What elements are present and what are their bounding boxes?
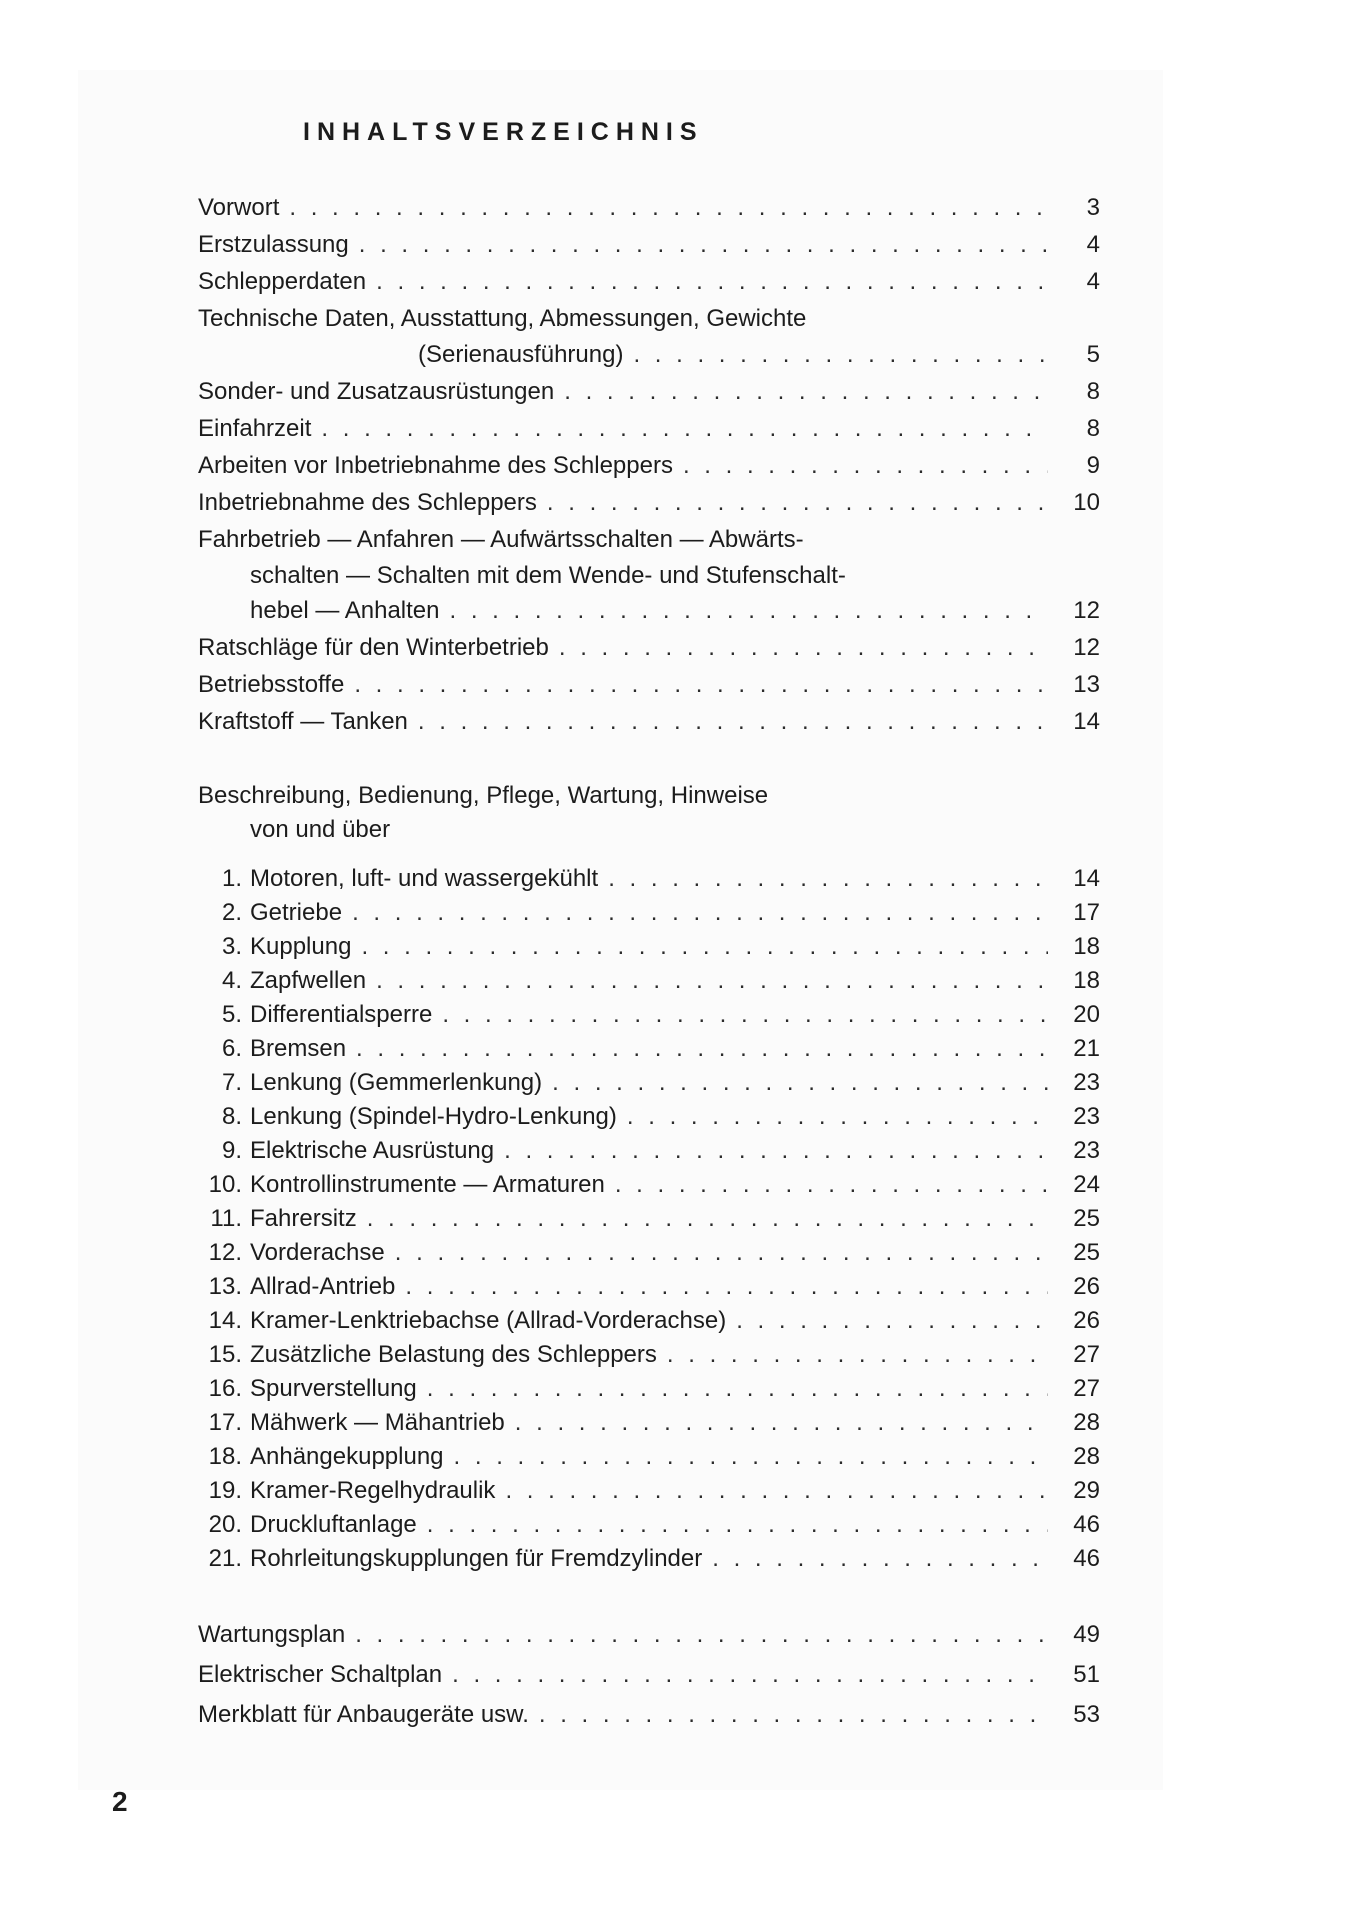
toc-entry-title: Erstzulassung — [198, 231, 349, 258]
dot-leader — [564, 375, 1048, 409]
toc-entry-number: 7. — [221, 1069, 242, 1096]
toc-entry — [198, 1658, 1100, 1692]
dot-leader — [442, 998, 1048, 1032]
toc-entry-title: Getriebe — [250, 899, 343, 926]
toc-numbered-entry — [198, 862, 1100, 896]
dot-leader — [505, 1474, 1048, 1508]
toc-entry-number: 5. — [221, 1001, 242, 1028]
toc-entry-title: Technische Daten, Ausstattung, Abmessungen, Gewichte — [198, 305, 807, 332]
toc-entry-title: Rohrleitungskupplungen für Fremdzylinder — [250, 1545, 703, 1572]
dot-leader — [452, 1658, 1048, 1692]
dot-leader — [376, 265, 1048, 299]
dot-leader — [427, 1372, 1048, 1406]
toc-entry-title: Allrad-Antrieb — [250, 1273, 396, 1300]
dot-leader — [615, 1168, 1048, 1202]
toc-entry-page: 49 — [1073, 1621, 1100, 1648]
toc-entry-number: 16. — [208, 1375, 242, 1402]
toc-entry — [198, 631, 1100, 665]
toc-entry-page: 24 — [1073, 1171, 1100, 1198]
dot-leader — [418, 705, 1048, 739]
dot-leader — [405, 1270, 1048, 1304]
toc-entry-page: 9 — [1086, 452, 1100, 479]
toc-entry-title: Vorwort — [198, 194, 280, 221]
toc-entry-page: 5 — [1086, 341, 1100, 368]
toc-entry-title: Wartungsplan — [198, 1621, 346, 1648]
toc-entry-title: Lenkung (Gemmerlenkung) — [250, 1069, 543, 1096]
toc-numbered-entry — [198, 1474, 1100, 1508]
toc-entry-number: 6. — [221, 1035, 242, 1062]
toc-entry-number: 4. — [221, 967, 242, 994]
toc-entry-title: Anhängekupplung — [250, 1443, 444, 1470]
toc-entry-page: 4 — [1086, 268, 1100, 295]
toc-numbered-entry — [198, 1202, 1100, 1236]
dot-leader — [367, 1202, 1048, 1236]
toc-entry-number: 9. — [221, 1137, 242, 1164]
toc-numbered-entry — [198, 1440, 1100, 1474]
toc-entry-page: 8 — [1086, 415, 1100, 442]
toc-entry-title: Betriebsstoffe — [198, 671, 345, 698]
toc-entry-title: Bremsen — [250, 1035, 347, 1062]
dot-leader — [559, 631, 1048, 665]
toc-entry-title: Zapfwellen — [250, 967, 367, 994]
toc-entry-title: Zusätzliche Belastung des Schleppers — [250, 1341, 657, 1368]
toc-entry-number: 2. — [221, 899, 242, 926]
toc-entry — [198, 412, 1100, 446]
toc-entry-number: 14. — [208, 1307, 242, 1334]
dot-leader — [547, 486, 1048, 520]
toc-numbered-entry — [198, 998, 1100, 1032]
toc-entry-page: 23 — [1073, 1137, 1100, 1164]
dot-leader — [712, 1542, 1048, 1576]
toc-entry-title: Kramer-Regelhydraulik — [250, 1477, 496, 1504]
dot-leader — [355, 1618, 1048, 1652]
toc-entry-title: Druckluftanlage — [250, 1511, 417, 1538]
dot-leader — [359, 228, 1048, 262]
toc-entry — [198, 375, 1100, 409]
toc-entry-number: 11. — [210, 1205, 242, 1232]
toc-numbered-entry — [198, 1338, 1100, 1372]
toc-entry — [198, 449, 1100, 483]
dot-leader — [667, 1338, 1048, 1372]
toc-entry-page: 14 — [1073, 708, 1100, 735]
toc-entry-title: Kraftstoff — Tanken — [198, 708, 408, 735]
dot-leader — [449, 594, 1048, 628]
toc-entry — [198, 191, 1100, 225]
toc-entry-title: (Serienausführung) — [418, 341, 624, 368]
toc-entry — [198, 705, 1100, 739]
toc-entry-number: 8. — [221, 1103, 242, 1130]
dot-leader — [321, 412, 1048, 446]
page-title: INHALTSVERZEICHNIS — [303, 118, 704, 146]
dot-leader — [504, 1134, 1048, 1168]
toc-entry-title: Einfahrzeit — [198, 415, 312, 442]
toc-entry-title: Inbetriebnahme des Schleppers — [198, 489, 537, 516]
toc-entry-title: Ratschläge für den Winterbetrieb — [198, 634, 549, 661]
toc-entry — [198, 1618, 1100, 1652]
toc-entry — [198, 668, 1100, 702]
dot-leader — [356, 1032, 1048, 1066]
toc-entry-number: 17. — [208, 1409, 242, 1436]
dot-leader — [376, 964, 1048, 998]
toc-numbered-entry — [198, 1270, 1100, 1304]
toc-entry-number: 10. — [208, 1171, 242, 1198]
toc-entry — [198, 1698, 1100, 1732]
toc-entry-page: 26 — [1073, 1307, 1100, 1334]
toc-entry-page: 13 — [1073, 671, 1100, 698]
dot-leader — [289, 191, 1048, 225]
toc-entry-page: 23 — [1073, 1103, 1100, 1130]
toc-entry-number: 1. — [221, 865, 242, 892]
toc-entry — [198, 338, 1100, 372]
toc-numbered-entry — [198, 1406, 1100, 1440]
dot-leader — [633, 338, 1048, 372]
toc-entry-number: 20. — [208, 1511, 242, 1538]
dot-leader — [427, 1508, 1048, 1542]
toc-entry-title: Lenkung (Spindel-Hydro-Lenkung) — [250, 1103, 617, 1130]
page-number: 2 — [112, 1786, 128, 1817]
toc-entry-page: 25 — [1073, 1205, 1100, 1232]
toc-entry-title: Merkblatt für Anbaugeräte usw. — [198, 1701, 529, 1728]
toc-entry — [198, 265, 1100, 299]
toc-entry-title: Elektrischer Schaltplan — [198, 1661, 443, 1688]
toc-entry-title: Kramer-Lenktriebachse (Allrad-Vorderachse) — [250, 1307, 727, 1334]
toc-entry-title: Mähwerk — Mähantrieb — [250, 1409, 505, 1436]
toc-numbered-entry — [198, 1372, 1100, 1406]
dot-leader — [608, 862, 1048, 896]
toc-entry-title: Differentialsperre — [250, 1001, 433, 1028]
toc-entry-page: 23 — [1073, 1069, 1100, 1096]
dot-leader — [454, 1440, 1048, 1474]
toc-numbered-entry — [198, 964, 1100, 998]
toc-entry-title: Motoren, luft- und wassergekühlt — [250, 865, 599, 892]
toc-entry-page: 29 — [1073, 1477, 1100, 1504]
toc-numbered-entry — [198, 1032, 1100, 1066]
toc-numbered-entry — [198, 1304, 1100, 1338]
toc-entry — [198, 486, 1100, 520]
toc-entry-page: 28 — [1073, 1443, 1100, 1470]
toc-entry-title: Schlepperdaten — [198, 268, 367, 295]
toc-entry-page: 8 — [1086, 378, 1100, 405]
dot-leader — [361, 930, 1048, 964]
toc-entry-page: 17 — [1073, 899, 1100, 926]
toc-entry-title: Sonder- und Zusatzausrüstungen — [198, 378, 555, 405]
toc-entry-page: 26 — [1073, 1273, 1100, 1300]
toc-entry-number: 13. — [208, 1273, 242, 1300]
toc-entry-title: Vorderachse — [250, 1239, 385, 1266]
toc-entry-title: Kontrollinstrumente — Armaturen — [250, 1171, 605, 1198]
toc-entry — [198, 594, 1100, 628]
dot-leader — [683, 449, 1048, 483]
toc-entry-number: 18. — [208, 1443, 242, 1470]
toc-numbered-entry — [198, 1100, 1100, 1134]
section-heading: Beschreibung, Bedienung, Pflege, Wartung, Hinweise — [198, 782, 769, 809]
toc-entry-number: 15. — [208, 1341, 242, 1368]
toc-entry-page: 14 — [1073, 865, 1100, 892]
dot-leader — [627, 1100, 1048, 1134]
dot-leader — [395, 1236, 1048, 1270]
toc-entry-page: 25 — [1073, 1239, 1100, 1266]
toc-entry-title: schalten — Schalten mit dem Wende- und Stufenschalt- — [250, 562, 846, 589]
toc-entry-number: 19. — [208, 1477, 242, 1504]
toc-numbered-entry — [198, 1168, 1100, 1202]
toc-numbered-entry — [198, 1236, 1100, 1270]
dot-leader — [515, 1406, 1048, 1440]
toc-entry-title: Elektrische Ausrüstung — [250, 1137, 495, 1164]
toc-entry-page: 21 — [1073, 1035, 1100, 1062]
dot-leader — [539, 1698, 1048, 1732]
toc-entry-page: 53 — [1073, 1701, 1100, 1728]
toc-entry-page: 10 — [1073, 489, 1100, 516]
toc-entry-page: 46 — [1073, 1545, 1100, 1572]
toc-entry-page: 18 — [1073, 967, 1100, 994]
toc-entry-page: 3 — [1086, 194, 1100, 221]
toc-entry-page: 20 — [1073, 1001, 1100, 1028]
toc-numbered-entry — [198, 1542, 1100, 1576]
toc-entry-page: 51 — [1073, 1661, 1100, 1688]
toc-entry-page: 27 — [1073, 1375, 1100, 1402]
toc-entry-title: Fahrbetrieb — Anfahren — Aufwärtsschalten — Abwärts- — [198, 526, 804, 553]
toc-numbered-entry — [198, 930, 1100, 964]
toc-entry-title: Spurverstellung — [250, 1375, 417, 1402]
toc-entry-title: Kupplung — [250, 933, 352, 960]
toc-entry — [198, 228, 1100, 262]
toc-entry-number: 21. — [208, 1545, 242, 1572]
toc-entry-page: 12 — [1073, 634, 1100, 661]
toc-entry-page: 12 — [1073, 597, 1100, 624]
toc-entry-page: 18 — [1073, 933, 1100, 960]
toc-entry-title: Fahrersitz — [250, 1205, 357, 1232]
toc-entry-title: hebel — Anhalten — [250, 597, 440, 624]
toc-numbered-entry — [198, 1066, 1100, 1100]
dot-leader — [736, 1304, 1048, 1338]
section-heading-sub: von und über — [250, 816, 391, 843]
dot-leader — [354, 668, 1048, 702]
toc-numbered-entry — [198, 1134, 1100, 1168]
dot-leader — [352, 896, 1048, 930]
toc-entry-page: 46 — [1073, 1511, 1100, 1538]
toc-entry-page: 4 — [1086, 231, 1100, 258]
toc-entry-page: 27 — [1073, 1341, 1100, 1368]
dot-leader — [552, 1066, 1048, 1100]
toc-entry-number: 3. — [221, 933, 242, 960]
toc-entry-title: Arbeiten vor Inbetriebnahme des Schleppers — [198, 452, 673, 479]
toc-entry-number: 12. — [208, 1239, 242, 1266]
toc-entry-page: 28 — [1073, 1409, 1100, 1436]
toc-numbered-entry — [198, 1508, 1100, 1542]
toc-numbered-entry — [198, 896, 1100, 930]
